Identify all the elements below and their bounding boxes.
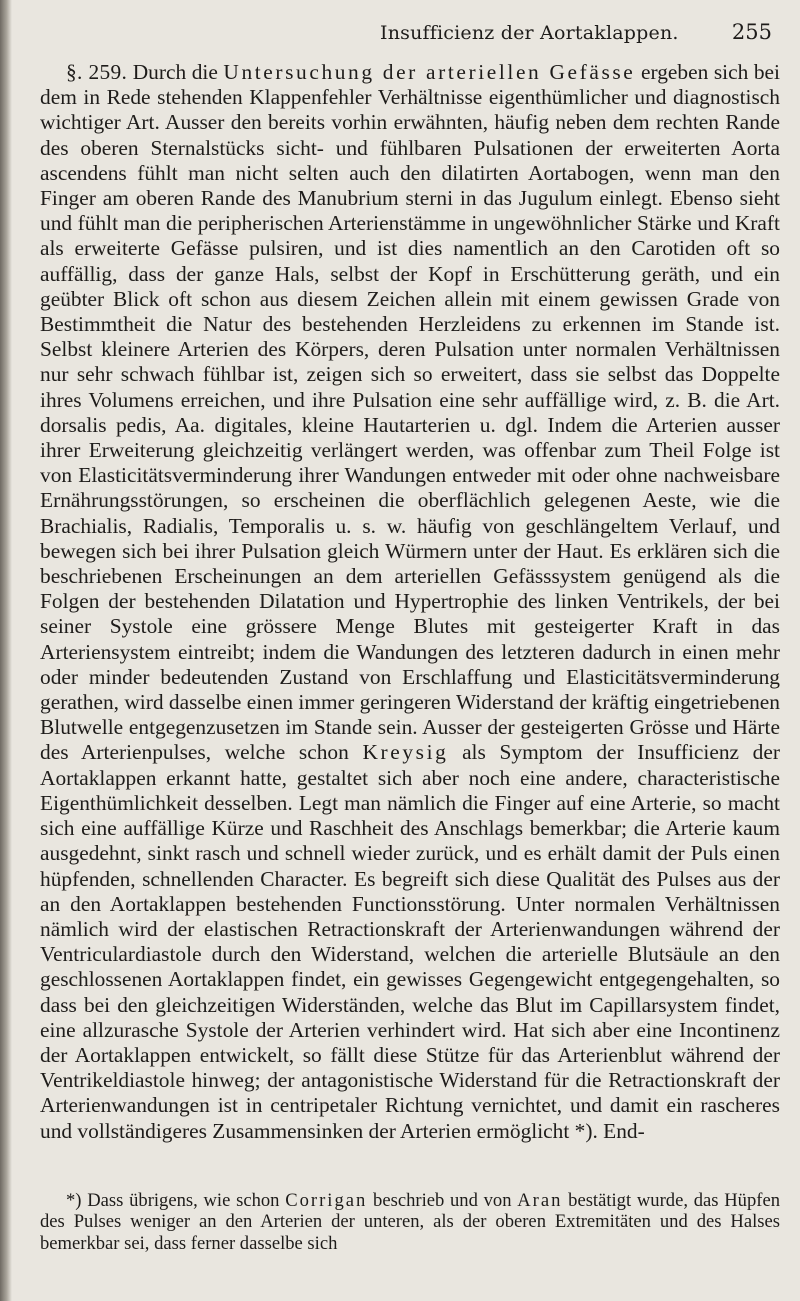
spaced-heading-phrase: Untersuchung der arteriellen Gefässe [223, 60, 636, 84]
footnote [40, 1190, 780, 1255]
author-name-corrigan: Corrigan [285, 1189, 368, 1211]
page-header [40, 10, 780, 60]
paragraph-text-1: Durch die [132, 60, 224, 84]
author-name-aran: Aran [517, 1189, 563, 1211]
page-number: 255 [731, 20, 772, 44]
footnote-text-3: bestätigt wurde, das Hüpfen des Pulses weniger an den Arterien der unteren, als der oberen Extremitäten und des Halses bemerkbar sei, dass ferner dasselbe sich [40, 1189, 780, 1254]
book-spine-shadow [0, 0, 12, 1301]
footnote-text-1: *) Dass übrigens, wie schon [66, 1189, 286, 1211]
book-page [40, 10, 780, 1254]
section-paragraph [40, 60, 780, 1144]
author-name-kreysig: Kreysig [362, 740, 449, 765]
footnote-text-2: beschrieb und von [367, 1189, 518, 1211]
footnote-rule [60, 1174, 180, 1176]
section-number: §. 259. [66, 60, 128, 84]
running-title: Insufficienz der Aortaklappen. [380, 22, 679, 44]
paragraph-text-3: als Symptom der Insufficienz der Aortaklappen erkannt hatte, gestaltet sich aber noch eine andere, characteristische Eigenthümlichkeit desselben. Legt man nämlich die Finger auf eine Arterie, so macht sich eine auffällige Kürze und Raschheit des Anschlags bemerkbar; die Arterie kaum ausgedehnt, sinkt rasch und schnell wieder zurück, und es erhält damit der Puls einen hüpfenden, schnellenden Character. Es begreift sich diese Qualität des Pulses aus der an den Aortaklappen bestehenden Functionsstörung. Unter normalen Verhältnissen nämlich wird der elastischen Retractionskraft der Arterienwandungen während der Ventriculardiastole durch den Widerstand, welchen die arterielle Blutsäule an den geschlossenen Aortaklappen findet, ein gewisses Gegengewicht entgegengehalten, so dass bei den gleichzeitigen Widerständen, welche das Blut im Capillarsystem findet, eine allzurasche Systole der Arterien verhindert wird. Hat sich aber eine Incontinenz der Aortaklappen entwickelt, so fällt diese Stütze für das Arterienblut während der Ventrikeldiastole hinweg; der antagonistische Widerstand für die Retractionskraft der Arterienwandungen ist in centripetaler Richtung vernichtet, und damit ein rascheres und vollständigeres Zusammensinken der Arterien ermöglicht *). End- [40, 740, 780, 1143]
paragraph-text-2: ergeben sich bei dem in Rede stehenden Klappenfehler Verhältnisse eigenthümlicher und diagnostisch wichtiger Art. Ausser den bereits vorhin erwähnten, häufig neben dem rechten Rande des oberen Sternalstücks sicht- und fühlbaren Pulsationen der erweiterten Aorta ascendens fühlt man nicht selten auch den dilatirten Aortabogen, wenn man den Finger am oberen Rande des Manubrium sterni in das Jugulum einlegt. Ebenso sieht und fühlt man die peripherischen Arterienstämme in ungewöhnlicher Stärke und Kraft als erweiterte Gefässe pulsiren, und ist dies namentlich an den Carotiden oft so auffällig, dass der ganze Hals, selbst der Kopf in Erschütterung geräth, und ein geübter Blick oft schon aus diesem Zeichen allein mit einem gewissen Grade von Bestimmtheit die Natur des bestehenden Herzleidens zu erkennen im Stande ist. Selbst kleinere Arterien des Körpers, deren Pulsation unter normalen Verhältnissen nur sehr schwach fühlbar ist, zeigen sich so erweitert, dass sie selbst das Doppelte ihres Volumens erreichen, und ihre Pulsation eine sehr auffällige wird, z. B. die Art. dorsalis pedis, Aa. digitales, kleine Hautarterien u. dgl. Indem die Arterien ausser ihrer Erweiterung gleichzeitig verlängert werden, was offenbar zum Theil Folge ist von Elasticitätsverminderung ihrer Wandungen entweder mit oder ohne nachweisbare Ernährungsstörungen, so erscheinen die oberflächlich gelegenen Aeste, wie die Brachialis, Radialis, Temporalis u. s. w. häufig von geschlängeltem Verlauf, und bewegen sich bei ihrer Pulsation gleich Würmern unter der Haut. Es erklären sich die beschriebenen Erscheinungen an dem arteriellen Gefässsystem genügend als die Folgen der bestehenden Dilatation und Hypertrophie des linken Ventrikels, der bei seiner Systole eine grössere Menge Blutes mit gesteigerter Kraft in das Arteriensystem eintreibt; indem die Wandungen des letzteren dadurch in einen mehr oder minder bedeutenden Zustand von Erschlaffung und Elasticitätsverminderung gerathen, wird dasselbe einen immer geringeren Widerstand der kräftig eingetriebenen Blutwelle entgegenzusetzen im Stande sein. Ausser der gesteigerten Grösse und Härte des Arterienpulses, welche schon [40, 60, 780, 765]
